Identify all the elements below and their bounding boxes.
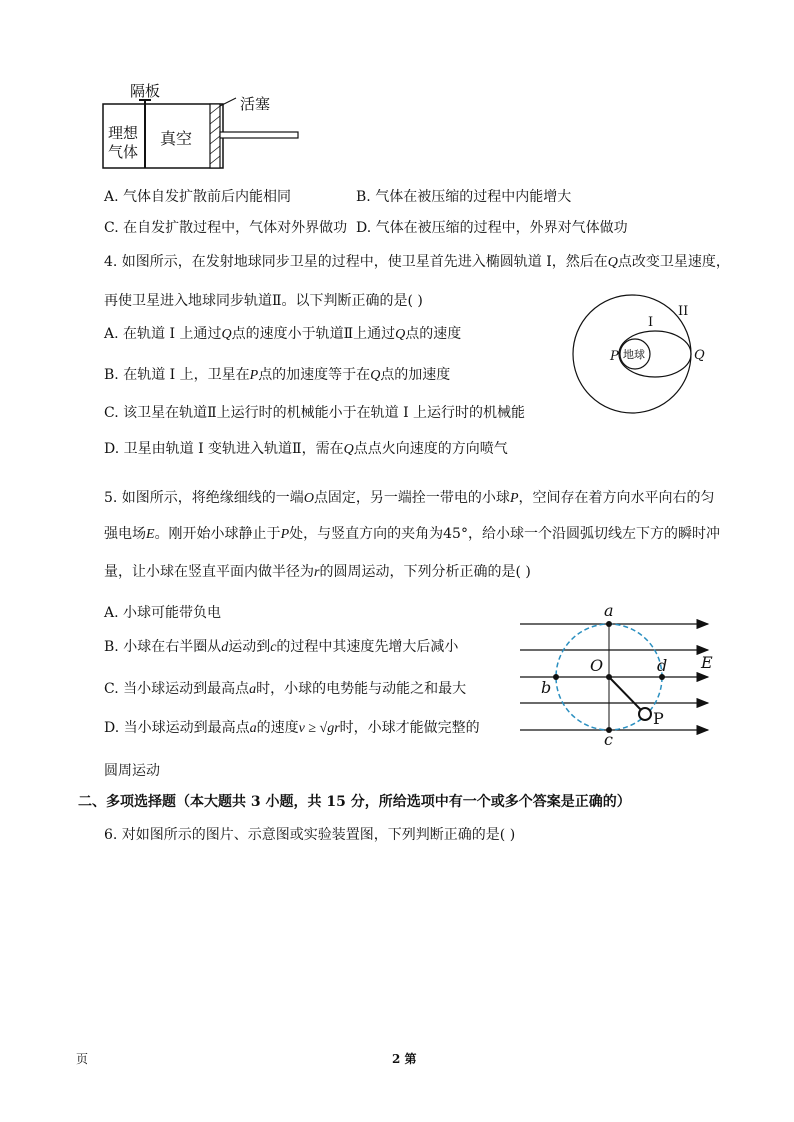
electric-field-figure: [515, 602, 720, 747]
q4-b-text2: 点的加速度等于在: [258, 367, 371, 383]
q5-option-c: [104, 680, 466, 699]
q5-l1-a: 5. 如图所示，将绝缘细线的一端: [104, 490, 304, 506]
vacuum-label: 真空: [160, 129, 193, 148]
q4-d-q: Q: [343, 442, 354, 457]
footer-page-number: 2 第: [392, 1052, 417, 1066]
q5-l1-c: ，空间存在着方向水平向右的匀: [518, 490, 715, 506]
q5-l1-b: 点固定，另一端拴一带电的小球: [313, 490, 510, 506]
q6-stem: 6. 对如图所示的图片、示意图或实验装置图，下列判断正确的是( ): [104, 827, 516, 843]
label-c: c: [604, 730, 613, 747]
q5-option-d: [104, 719, 480, 738]
q5-b-text3: 的过程中其速度先增大后减小: [276, 639, 459, 655]
q4-b-text3: 点的加速度: [380, 367, 451, 383]
label-b: b: [541, 678, 552, 697]
q5-d-a: a: [249, 721, 257, 736]
q4-stem-q: Q: [607, 255, 618, 270]
q4-d-text1: D. 卫星由轨道 I 变轨进入轨道Ⅱ，需在: [104, 441, 344, 457]
q5-c-a: a: [249, 682, 257, 697]
label-d: d: [657, 656, 668, 675]
orbit-figure: [568, 290, 708, 430]
q4-b-text1: B. 在轨道 I 上，卫星在: [104, 367, 250, 383]
piston-rod: [220, 132, 298, 138]
q5-d-text3: 时，小球才能做完整的: [339, 720, 480, 736]
earth-label: 地球: [623, 348, 645, 361]
piston: [210, 104, 220, 168]
q5-l3-b: 的圆周运动，下列分析正确的是( ): [319, 564, 531, 580]
q4-stem-text-a: 4. 如图所示，在发射地球同步卫星的过程中，使卫星首先进入椭圆轨道 I，然后在: [104, 254, 608, 270]
q5-option-d-cont: 圆周运动: [104, 763, 160, 779]
gas-label-2: 气体: [108, 143, 139, 161]
q5-d-text1: D. 当小球运动到最高点: [104, 720, 250, 736]
q5-c-text1: C. 当小球运动到最高点: [104, 681, 250, 697]
q5-l3-r: r: [314, 565, 320, 580]
label-E: E: [701, 653, 713, 672]
label-I: I: [648, 315, 654, 330]
label-II: II: [678, 304, 689, 319]
q5-l2-e: E: [146, 527, 155, 542]
q5-d-formula: v ≥ √gr: [298, 721, 340, 736]
q5-b-text1: B. 小球在右半圈从: [104, 639, 222, 655]
q5-d-text2: 的速度: [256, 720, 299, 736]
q4-option-c: C. 该卫星在轨道Ⅱ上运行时的机械能小于在轨道 I 上运行时的机械能: [104, 405, 526, 421]
q5-option-a: A. 小球可能带负电: [104, 605, 222, 621]
label-O: O: [590, 656, 604, 675]
q4-stem-line1: [104, 253, 730, 272]
q4-a-text3: 点的速度: [405, 326, 462, 342]
q5-b-d: d: [221, 640, 229, 655]
q5-l3-a: 量，让小球在竖直平面内做半径为: [104, 564, 314, 580]
q4-option-a: [104, 325, 461, 344]
q5-l2-b: 。刚开始小球静止于: [154, 526, 281, 542]
q5-l2-p: P: [280, 527, 290, 542]
q4-a-text1: A. 在轨道 I 上通过: [104, 326, 222, 342]
q3-option-d: D. 气体在被压缩的过程中，外界对气体做功: [356, 220, 628, 236]
q5-option-b: [104, 638, 458, 657]
thread: [609, 677, 643, 712]
q3-option-b: B. 气体在被压缩的过程中内能增大: [356, 189, 572, 205]
q5-b-c: c: [270, 640, 277, 655]
section2-title: 二、多项选择题（本大题共 3 小题，共 15 分，所给选项中有一个或多个答案是正确的）: [78, 794, 631, 810]
q4-a-text2: 点的速度小于轨道Ⅱ上通过: [231, 326, 396, 342]
footer-left: 页: [76, 1052, 89, 1066]
q4-stem-text-b: 点改变卫星速度，: [617, 254, 730, 270]
q4-a-q2: Q: [395, 327, 406, 342]
q5-l2-a: 强电场: [104, 526, 146, 542]
q4-a-q1: Q: [221, 327, 232, 342]
ball-P: [639, 708, 651, 720]
partition-label: 隔板: [130, 82, 161, 100]
q5-b-text2: 运动到: [228, 639, 271, 655]
q5-l2-d: ，给小球一个沿圆弧切线左下方的瞬时冲: [467, 526, 720, 542]
q5-l2-c: 处，与竖直方向的夹角为: [289, 526, 444, 542]
q5-c-text2: 时，小球的电势能与动能之和最大: [256, 681, 467, 697]
q4-b-q: Q: [370, 368, 381, 383]
q5-stem-line2: [104, 525, 720, 544]
piston-label: 活塞: [240, 95, 271, 113]
q5-stem-line3: [104, 563, 531, 582]
q4-b-p: P: [249, 368, 259, 383]
q5-l1-o: O: [303, 491, 314, 506]
q3-option-a: A. 气体自发扩散前后内能相同: [104, 189, 292, 205]
field-lines: [520, 624, 708, 730]
label-Q: Q: [694, 348, 705, 363]
gas-label-1: 理想: [108, 124, 139, 142]
q5-l1-p: P: [509, 491, 519, 506]
q4-d-text2: 点点火向速度的方向喷气: [353, 441, 508, 457]
label-P: P: [610, 349, 619, 364]
q4-option-d: [104, 440, 508, 459]
label-a: a: [604, 602, 614, 620]
q4-stem-line2: 再使卫星进入地球同步轨道Ⅱ。以下判断正确的是( ): [104, 293, 423, 309]
q4-option-b: [104, 366, 450, 385]
label-P: P: [653, 709, 664, 728]
q3-option-c: C. 在自发扩散过程中，气体对外界做功: [104, 220, 348, 236]
q5-stem-line1: [104, 489, 715, 508]
q5-l2-deg: 45°: [443, 526, 468, 542]
